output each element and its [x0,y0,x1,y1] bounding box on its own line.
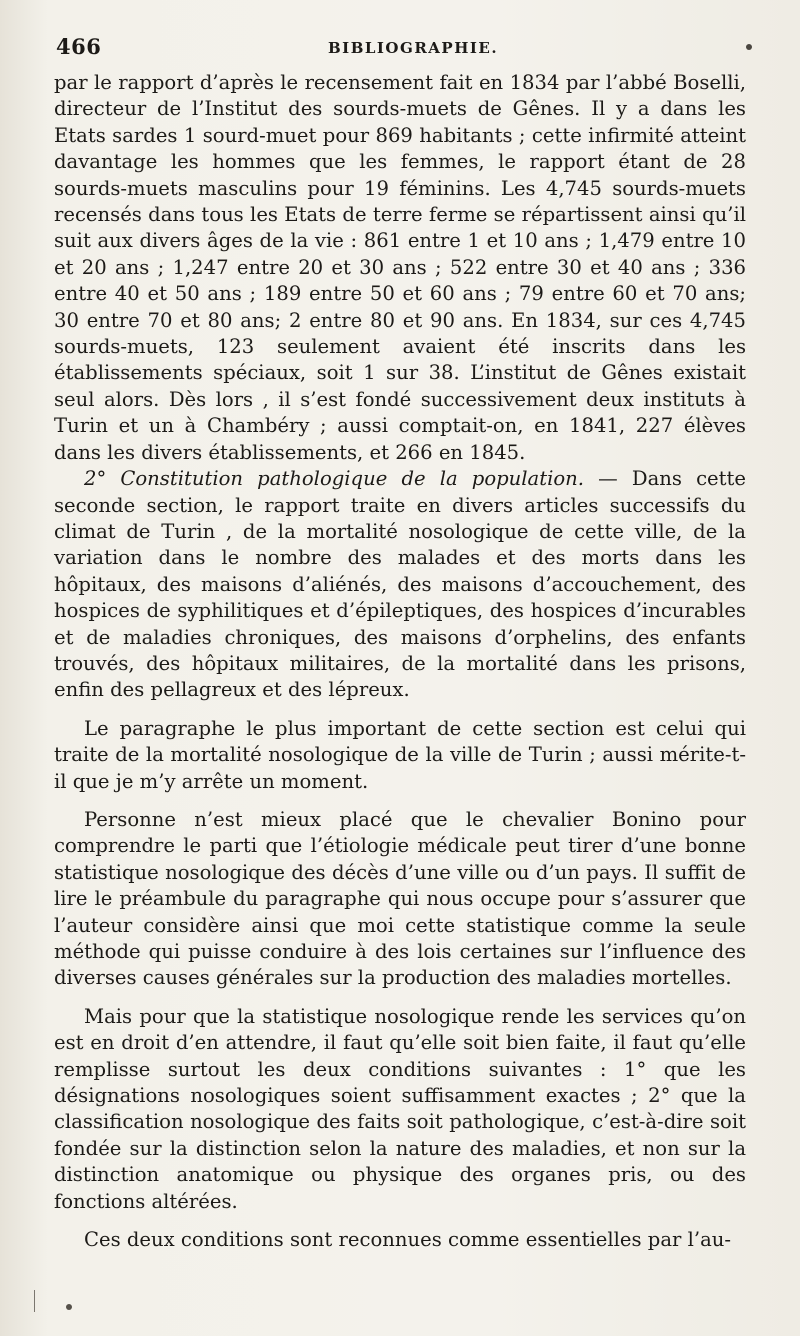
page-header [56,34,770,64]
paragraph-closing [54,1227,746,1253]
section-title: 2° Constitution pathologique de la population. [84,467,585,491]
paragraph-section-2 [54,466,746,704]
paragraph-deaf-mute-statistics [54,70,746,466]
page-number: 466 [56,34,102,59]
paragraph-text: Le paragraphe le plus important de cette section est celui qui traite de la mortalité nosologique de la ville de Turin ; aussi mérite-t-il que je m’y arrête un moment. [54,716,746,793]
paragraph-text: par le rapport d’après le recensement fait en 1834 par l’abbé Boselli, directeur de l’Institut des sourds-muets de Gênes. Il y a dans les Etats sardes 1 sourd-muet pour 869 habitants ; cette infirmité atteint davantage les hommes que les femmes, le rapport étant de 28 sourds-muets masculins pour 19 féminins. Les 4,745 sourds-muets recensés dans tous les Etats de terre ferme se répartissent ainsi qu’il suit aux divers âges de la vie : 861 entre 1 et 10 ans ; 1,479 entre 10 et 20 ans ; 1,247 entre 20 et 30 ans ; 522 entre 30 et 40 ans ; 336 entre 40 et 50 ans ; 189 entre 50 et 60 ans ; 79 entre 60 et 70 ans; 30 entre 70 et 80 ans; 2 entre 80 et 90 ans. En 1834, sur ces 4,745 sourds-muets, 123 seulement avaient été inscrits dans les établissements spéciaux, soit 1 sur 38. L’institut de Gênes existait seul alors. Dès lors , il s’est fondé successivement deux instituts à Turin et un à Chambéry ; aussi comptait-on, en 1841, 227 élèves dans les divers établissements, et 266 en 1845. [54,71,746,464]
paragraph-text: — Dans cette seconde section, le rapport traite en divers articles successifs du climat de Turin , de la mortalité nosologique de cette ville, de la variation dans le nombre des malades et des morts dans les hôpitaux, des maisons d’aliénés, des maisons d’accouchement, des hospices de syphilitiques et d’épileptiques, des hospices d’incurables et de maladies chroniques, des maisons d’orphelins, des enfants trouvés, des hôpitaux militaires, de la mortalité dans les prisons, enfin des pellagreux et des lépreux. [54,467,746,702]
paragraph-conditions [54,1004,746,1215]
paragraph-nosological-mortality [54,716,746,795]
paragraph-text: Personne n’est mieux placé que le chevalier Bonino pour comprendre le parti que l’étiologie médicale peut tirer d’une bonne statistique nosologique des décès d’une ville ou d’un pays. Il suffit de lire le préambule du paragraphe qui nous occupe pour s’assurer que l’auteur considère ainsi que moi cette statistique comme la seule méthode qui puisse conduire à des lois certaines sur l’influence des diverses causes générales sur la production des maladies mortelles. [54,807,746,990]
paragraph-bonino [54,807,746,992]
paragraph-text: Ces deux conditions sont reconnues comme essentielles par l’au- [84,1228,732,1252]
running-head: BIBLIOGRAPHIE. [328,39,499,57]
page-footer [56,1300,100,1320]
body-text [54,70,746,1253]
footer-dot [66,1304,72,1310]
ink-spot [746,44,752,50]
margin-mark [34,1290,35,1312]
paragraph-text: Mais pour que la statistique nosologique rende les services qu’on est en droit d’en attendre, il faut qu’elle soit bien faite, il faut qu’elle remplisse surtout les deux conditions suivantes : 1° que les désignations nosologiques soient suffisamment exactes ; 2° que la classification nosologique des faits soit pathologique, c’est-à-dire soit fondée sur la distinction selon la nature des maladies, et non sur la distinction anatomique ou physique des organes pris, ou des fonctions altérées. [54,1004,746,1213]
